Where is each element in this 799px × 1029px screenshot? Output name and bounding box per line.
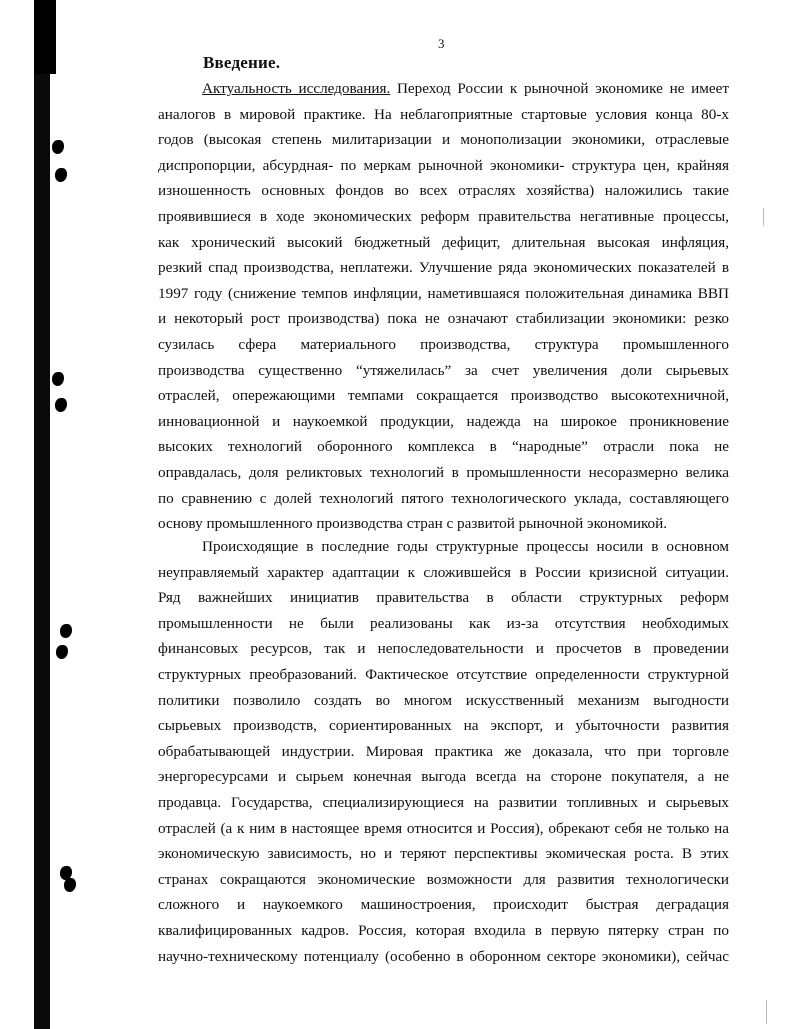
paragraph-line: Происходящие в последние годы структурные процессы носили в основном — [202, 538, 729, 555]
paragraph-line: как хронический высокий бюджетный дефицит, длительная высокая инфляция, — [158, 233, 729, 251]
paragraph-line: продавца. Государства, специализирующиеся на развитии топливных и сырьевых — [158, 793, 729, 811]
paragraph-line — [158, 76, 729, 102]
paragraph-line: по сравнению с долей технологий пятого технологического уклада, составляющего — [158, 489, 729, 507]
paragraph-line: структурных преобразований. Фактическое отсутствие определенности структурной — [158, 665, 729, 683]
paragraph-line: оправдалась, доля реликтовых технологий в промышленности несоразмерно велика — [158, 463, 729, 481]
punch-hole-mark — [52, 372, 64, 386]
paragraph-line: политики позволило создать во многом искусственный механизм выгодности — [158, 691, 729, 709]
paragraph-relevance — [158, 76, 729, 537]
paragraph-line: аналогов в мировой практике. На неблагоприятные стартовые условия конца 80-х — [158, 105, 729, 123]
paragraph-line: отраслей (а к ним в настоящее время относится и Россия), обрекают себя не только на — [158, 819, 729, 837]
paragraph-line: диспропорции, абсурдная- по меркам рыночной экономики- структура цен, крайняя — [158, 156, 729, 174]
punch-hole-mark — [64, 878, 76, 892]
binding-strip-top — [34, 0, 56, 74]
paragraph-line-text: Переход России к рыночной экономике не имеет — [390, 80, 730, 97]
paragraph-line: финансовых ресурсов, так и непоследовательности и просчетов в проведении — [158, 640, 729, 658]
paragraph-structural-processes — [158, 534, 729, 969]
paragraph-line: обрабатывающей индустрии. Мировая практика же доказала, что при торговле — [158, 742, 729, 760]
paragraph-line: инновационной и наукоемкой продукции, надежда на широкое проникновение — [158, 412, 729, 430]
paragraph-line: и некоторый рост производства) пока не означают стабилизации экономики: резко — [158, 310, 729, 328]
paragraph-line: изношенность основных фондов во всех отраслях хозяйства) наложились такие — [158, 182, 729, 200]
paragraph-line: сузилась сфера материального производства, структура промышленного — [158, 335, 729, 353]
paragraph-line: основу промышленного производства стран с развитой рыночной экономикой. — [158, 515, 668, 533]
page-number: 3 — [438, 36, 445, 51]
paragraph-line: годов (высокая степень милитаризации и монополизации экономики, отраслевые — [158, 131, 729, 149]
paragraph-line: сложного и наукоемкого машиностроения, происходит быстрая деградация — [158, 896, 729, 914]
paragraph-line: промышленности не были реализованы как из-за отсутствия необходимых — [158, 614, 729, 632]
paragraph-line: странах сокращаются экономические возможности для развития технологически — [158, 870, 729, 888]
paragraph-line: 1997 году (снижение темпов инфляции, наметившаяся положительная динамика ВВП — [158, 284, 729, 302]
punch-hole-mark — [52, 140, 64, 154]
paragraph-line: экономическую зависимость, но и теряют перспективы экомическая роста. В этих — [158, 845, 729, 863]
paragraph-line: сырьевых производств, сориентированных на экспорт, и убыточности развития — [158, 717, 729, 735]
punch-hole-mark — [60, 624, 72, 638]
relevance-label: Актуальность исследования. — [202, 80, 391, 97]
paragraph-line: резкий спад производства, неплатежи. Улучшение ряда экономических показателей в — [158, 259, 729, 277]
paragraph-line: проявившиеся в ходе экономических реформ правительства негативные процессы, — [158, 207, 729, 225]
paragraph-line: неуправляемый характер адаптации к сложившейся в России кризисной ситуации. — [158, 563, 729, 581]
binding-strip — [34, 0, 50, 1029]
paragraph-line: производства существенно “утяжелилась” за счет увеличения доли сырьевых — [158, 361, 729, 379]
paragraph-line: квалифицированных кадров. Россия, которая входила в первую пятерку стран по — [158, 921, 729, 939]
scan-edge-mark — [766, 1000, 767, 1024]
punch-hole-mark — [56, 645, 68, 659]
paragraph-line: научно-техническому потенциалу (особенно в оборонном секторе экономики), сейчас — [158, 947, 729, 965]
punch-hole-mark — [55, 398, 67, 412]
section-heading: Введение. — [203, 53, 281, 72]
paragraph-line: отраслей, опережающими темпами сокращается производство высокотехничной, — [158, 387, 729, 405]
scan-edge-mark — [763, 208, 764, 226]
paragraph-line: энергоресурсами и сырьем конечная выгода всегда на стороне покупателя, а не — [158, 768, 729, 786]
punch-hole-mark — [55, 168, 67, 182]
paragraph-line: Ряд важнейших инициатив правительства в области структурных реформ — [158, 589, 729, 607]
paragraph-line: высоких технологий оборонного комплекса в “народные” отрасли пока не — [158, 438, 729, 456]
